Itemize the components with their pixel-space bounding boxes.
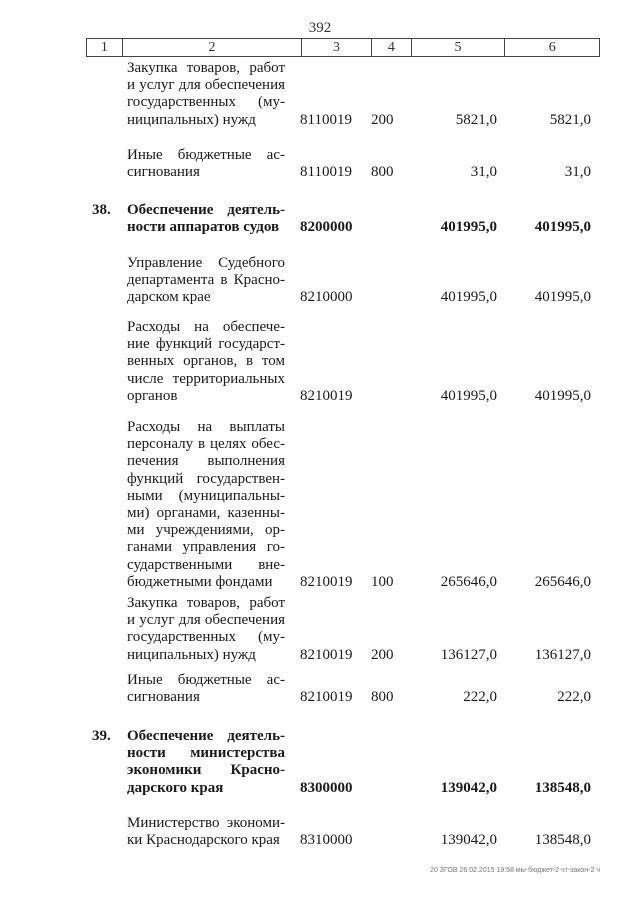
description-line: Иные бюджетные ас- (127, 147, 285, 163)
description-line: печения выполнения (127, 453, 285, 470)
description-line: ными (муниципальны- (127, 487, 285, 504)
description-line: Расходы на выплаты (127, 419, 285, 435)
description-line: дарского края (127, 779, 224, 796)
amount-col6: 138548,0 (534, 832, 591, 849)
description-line: государственных (му- (127, 629, 285, 646)
amount-col6: 5821,0 (549, 111, 591, 128)
description-line: Расходы на обеспече- (127, 319, 285, 335)
row-description (127, 419, 285, 591)
amount-col6: 136127,0 (534, 646, 591, 663)
target-article-code: 8110019 (300, 111, 352, 128)
target-article-code: 8210019 (300, 646, 353, 663)
description-line: и услуг для обеспечения (127, 77, 285, 94)
description-line: ние функций государст- (127, 336, 285, 353)
row-description (127, 728, 285, 797)
target-article-code: 8210000 (300, 289, 353, 306)
description-line: бюджетными фондами (127, 573, 273, 590)
row-description (127, 147, 285, 181)
description-line: ниципальных) нужд (127, 111, 256, 128)
description-line: Управление Судебного (127, 255, 285, 271)
description-line: ми учреждениями, ор- (127, 522, 285, 539)
description-line: числе территориальных (127, 370, 285, 387)
column-header: 5 (412, 39, 506, 56)
description-line: ганами управления го- (127, 539, 285, 556)
amount-col6: 265646,0 (534, 573, 591, 590)
footer-stamp: 20 ЗГОВ 26.02.2015 19:58 мы-бюджет-2 чт-закон-2 ч (430, 867, 600, 874)
description-line: сигнования (127, 164, 200, 181)
row-number: 38. (92, 202, 111, 218)
description-line: сударственными вне- (127, 556, 285, 573)
amount-col6: 222,0 (557, 689, 591, 706)
amount-col6: 138548,0 (534, 779, 591, 796)
description-line: ки Краснодарского края (127, 832, 280, 849)
amount-col6: 401995,0 (534, 387, 591, 404)
amount-col6: 401995,0 (534, 289, 591, 306)
description-line: государственных (му- (127, 94, 285, 111)
amount-col5: 401995,0 (440, 289, 497, 306)
target-article-code: 8110019 (300, 164, 352, 181)
description-line: Обеспечение деятель- (127, 202, 285, 218)
description-line: ниципальных) нужд (127, 646, 256, 663)
amount-col5: 265646,0 (440, 573, 497, 590)
row-number: 39. (92, 728, 111, 744)
amount-col5: 401995,0 (440, 387, 497, 404)
page-number: 392 (308, 20, 332, 36)
amount-col6: 31,0 (564, 164, 591, 181)
expense-type-code: 200 (371, 646, 394, 663)
description-line: экономики Красно- (127, 762, 285, 779)
column-header: 4 (372, 39, 412, 56)
row-description (127, 255, 285, 307)
amount-col5: 31,0 (470, 164, 497, 181)
description-line: органов (127, 387, 178, 404)
row-description (127, 60, 285, 129)
description-line: Закупка товаров, работ (127, 595, 285, 611)
row-description (127, 595, 285, 664)
column-header: 6 (548, 40, 556, 55)
amount-col5: 139042,0 (440, 779, 497, 796)
row-description (127, 815, 285, 849)
description-line: функций государствен- (127, 470, 285, 487)
description-line: Министерство экономи- (127, 815, 285, 831)
expense-type-code: 800 (371, 164, 394, 181)
row-description (127, 319, 285, 405)
amount-col5: 5821,0 (455, 111, 497, 128)
description-line: Обеспечение деятель- (127, 728, 285, 744)
amount-col5: 222,0 (463, 689, 497, 706)
description-line: департамента в Красно- (127, 272, 285, 289)
target-article-code: 8210019 (300, 689, 353, 706)
amount-col6: 401995,0 (534, 219, 591, 236)
amount-col5: 136127,0 (440, 646, 497, 663)
amount-col5: 401995,0 (440, 219, 497, 236)
description-line: ности министерства (127, 745, 285, 762)
description-line: ми) органами, казенны- (127, 505, 285, 522)
amount-col5: 139042,0 (440, 832, 497, 849)
column-header: 2 (123, 39, 302, 56)
description-line: и услуг для обеспечения (127, 612, 285, 629)
target-article-code: 8210019 (300, 573, 353, 590)
description-line: персоналу в целях обес- (127, 436, 285, 453)
target-article-code: 8310000 (300, 832, 353, 849)
expense-type-code: 100 (371, 573, 394, 590)
row-description (127, 202, 285, 236)
column-header: 3 (302, 39, 372, 56)
target-article-code: 8210019 (300, 387, 353, 404)
description-line: Иные бюджетные ас- (127, 672, 285, 688)
description-line: сигнования (127, 689, 200, 706)
description-line: ности аппаратов судов (127, 219, 280, 236)
description-line: Закупка товаров, работ (127, 60, 285, 76)
target-article-code: 8300000 (300, 779, 353, 796)
row-description (127, 672, 285, 706)
column-header: 1 (87, 39, 123, 56)
description-line: венных органов, в том (127, 353, 285, 370)
target-article-code: 8200000 (300, 219, 353, 236)
expense-type-code: 800 (371, 689, 394, 706)
expense-type-code: 200 (371, 111, 394, 128)
description-line: дарском крае (127, 289, 211, 306)
